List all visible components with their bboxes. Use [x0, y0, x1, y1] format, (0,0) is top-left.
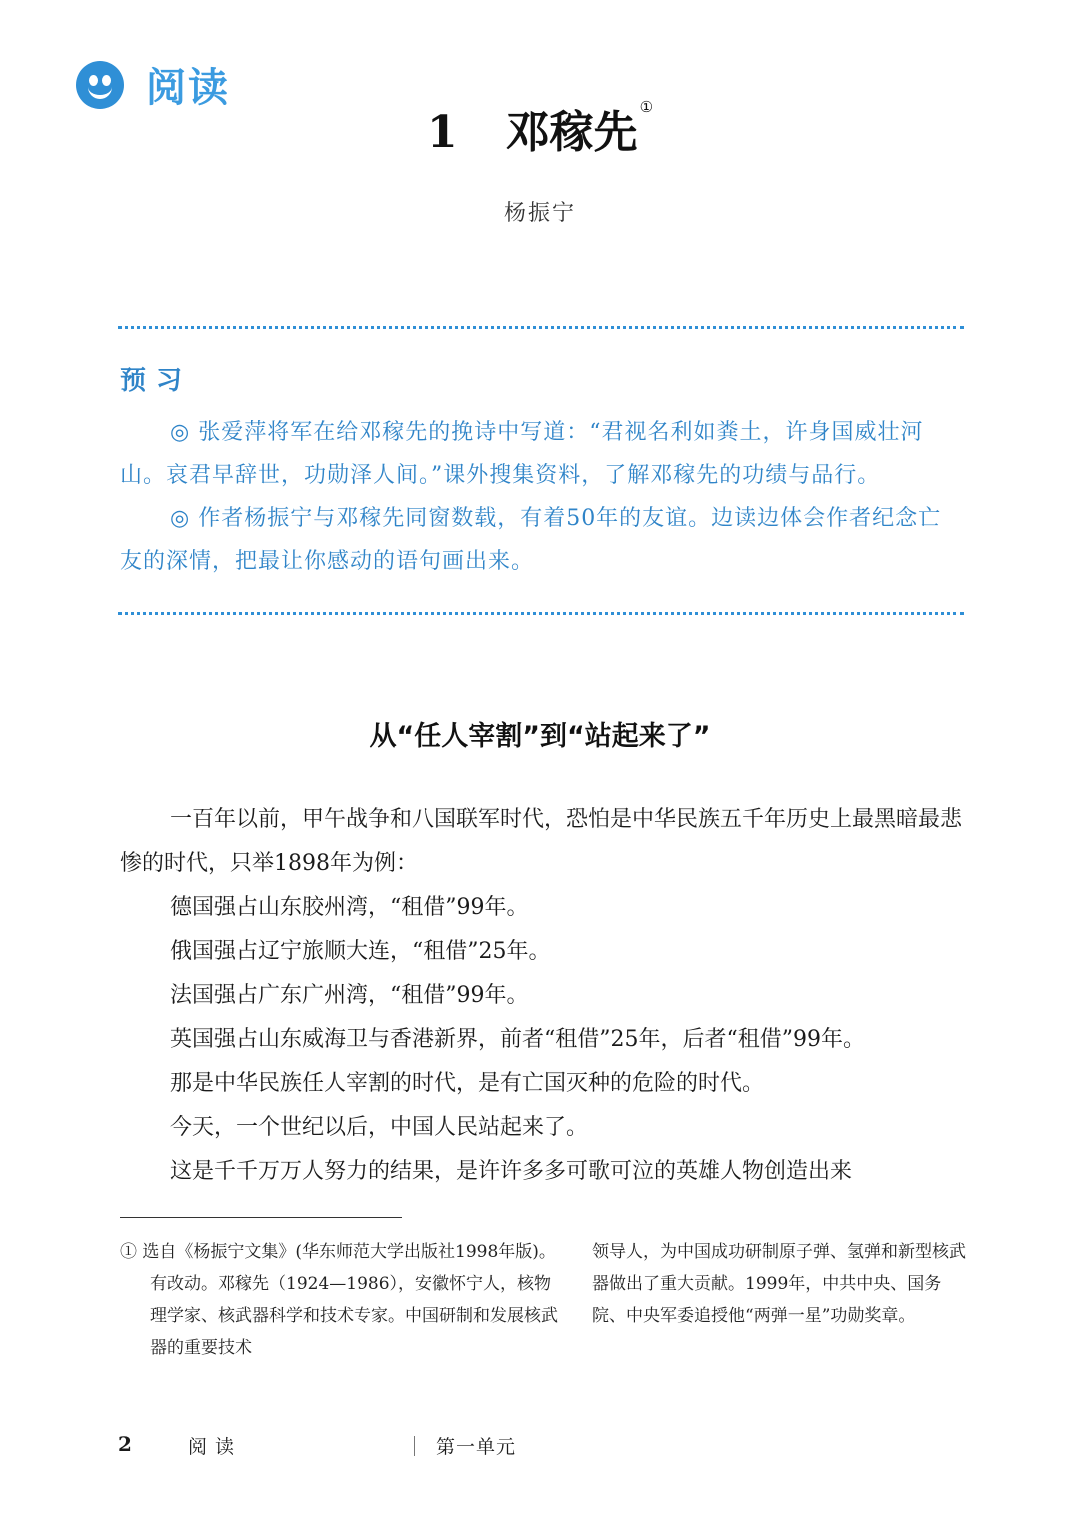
footnote-column-1: ① 选自《杨振宁文集》(华东师范大学出版社1998年版)。有改动。邓稼先（1924—1986），安徽怀宁人，核物理学家、核武器科学和技术专家。中国研制和发展核武器的重要技术	[120, 1242, 558, 1358]
preview-item: ◎ 作者杨振宁与邓稼先同窗数载，有着50年的友谊。边读边体会作者纪念亡友的深情，把最让你感动的语句画出来。	[120, 506, 942, 574]
paragraph: 英国强占山东威海卫与香港新界，前者“租借”25年，后者“租借”99年。	[170, 1027, 865, 1052]
article-number: 1	[426, 107, 458, 158]
footer-separator	[414, 1436, 415, 1456]
preview-box	[120, 360, 964, 583]
preview-item: ◎ 张爱萍将军在给邓稼先的挽诗中写道：“君视名利如粪土，许身国威壮河山。哀君早辞世，功勋泽人间。”课外搜集资料，了解邓稼先的功绩与品行。	[120, 420, 924, 488]
dotted-divider-top	[118, 326, 964, 329]
section-label: 阅读	[146, 65, 230, 111]
paragraph: 这是千千万万人努力的结果，是许许多多可歌可泣的英雄人物创造出来	[170, 1159, 853, 1184]
article-author: 杨振宁	[503, 201, 576, 226]
footer-unit: 第一单元	[436, 1436, 517, 1458]
paragraph: 法国强占广东广州湾，“租借”99年。	[170, 983, 529, 1008]
section-subtitle: 从“任人宰割”到“站起来了”	[369, 721, 711, 752]
paragraph: 俄国强占辽宁旅顺大连，“租借”25年。	[170, 939, 551, 964]
paragraph: 德国强占山东胶州湾，“租借”99年。	[170, 895, 529, 920]
footnote-rule	[120, 1217, 402, 1218]
paragraph: 今天，一个世纪以后，中国人民站起来了。	[170, 1115, 589, 1140]
footnote-marker[interactable]: ①	[639, 98, 654, 116]
page-number: 2	[118, 1432, 132, 1456]
paragraph: 一百年以前，甲午战争和八国联军时代，恐怕是中华民族五千年历史上最黑暗最悲惨的时代，只举1898年为例：	[120, 807, 963, 876]
article-title	[0, 96, 1080, 160]
dotted-divider-bottom	[118, 612, 964, 615]
preview-title: 预习	[120, 366, 193, 396]
footnote-column-2: 领导人，为中国成功研制原子弹、氢弹和新型核武器做出了重大贡献。1999年，中共中央、国务院、中央军委追授他“两弹一星”功勋奖章。	[592, 1242, 966, 1326]
paragraph: 那是中华民族任人宰割的时代，是有亡国灭种的危险的时代。	[170, 1071, 765, 1096]
footer-section: 阅读	[188, 1436, 243, 1458]
body-text	[120, 798, 966, 1194]
article-title-text: 邓稼先	[505, 107, 638, 158]
